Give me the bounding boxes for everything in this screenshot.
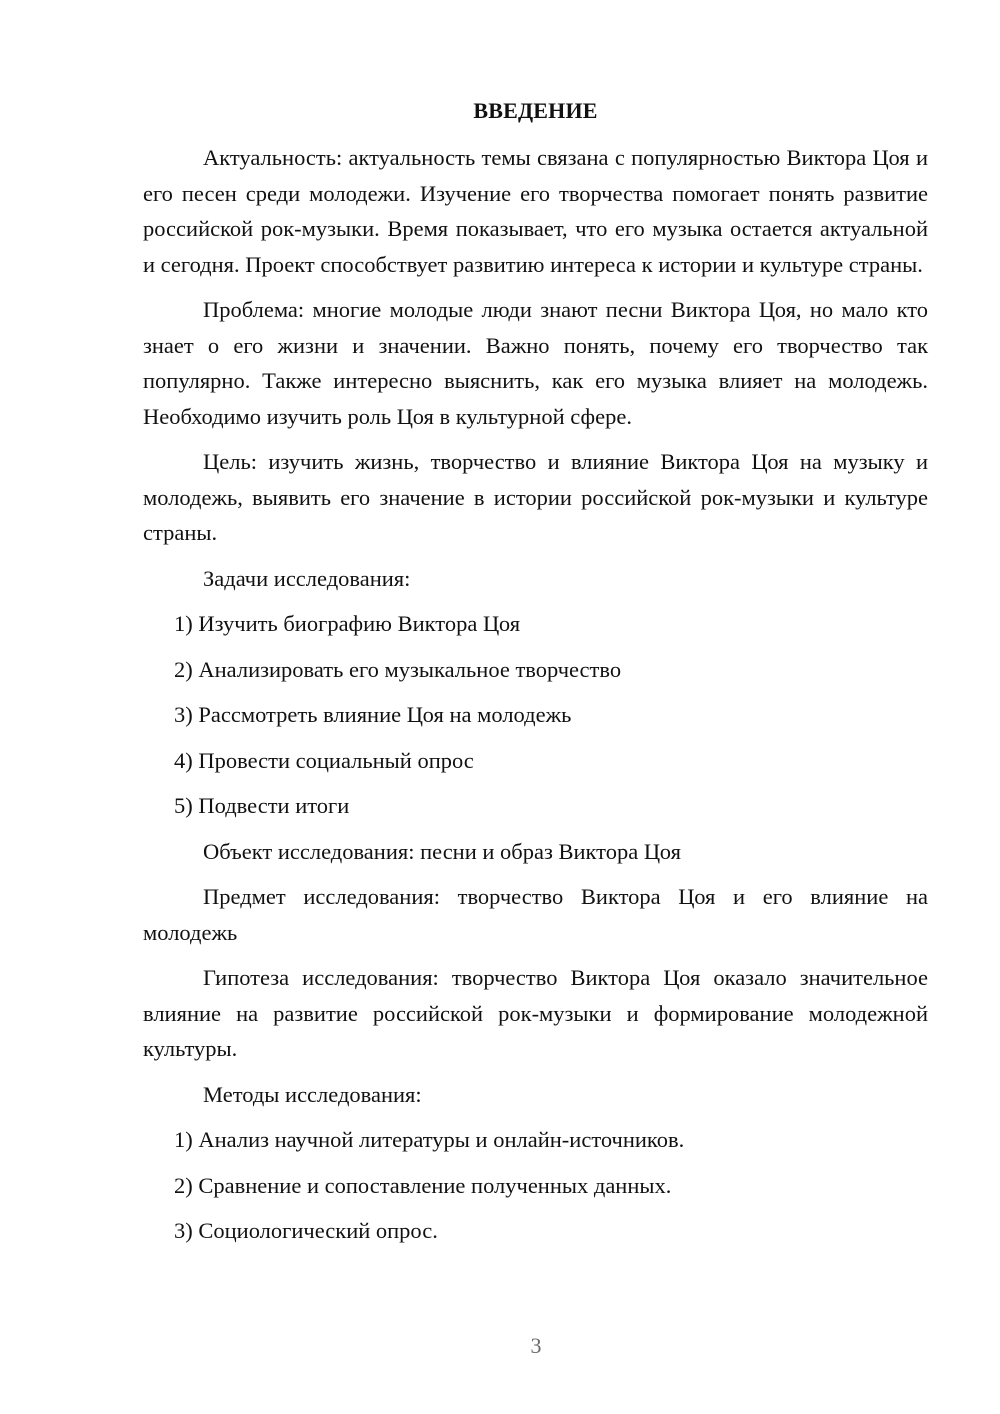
task-item: 1) Изучить биографию Виктора Цоя: [174, 611, 521, 636]
task-item: 2) Анализировать его музыкальное творчество: [174, 656, 622, 682]
document-page: [143, 96, 928, 1259]
relevance-paragraph: Актуальность: актуальность темы связана с популярностью Виктора Цоя и его песен среди молодежи. Изучение его творчества помогает понять развитие российской рок-музыки. Время показывает, что его музыка остается актуальной и сегодня. Проект способствует развитию интереса к истории и культуре страны.: [143, 145, 928, 277]
methods-heading: Методы исследования:: [203, 1081, 422, 1107]
problem-paragraph: Проблема: многие молодые люди знают песни Виктора Цоя, но мало кто знает о его жизни и значении. Важно понять, почему его творчество так популярно. Также интересно выяснить, как его музыка влияет на молодежь. Необходимо изучить роль Цоя в культурной сфере.: [143, 297, 928, 429]
tasks-list: [143, 606, 928, 824]
hypothesis-paragraph: Гипотеза исследования: творчество Виктора Цоя оказало значительное влияние на развитие российской рок-музыки и формирование молодежной культуры.: [143, 965, 928, 1061]
subject-paragraph: Предмет исследования: творчество Виктора Цоя и его влияние на молодежь: [143, 884, 928, 945]
methods-list: [143, 1122, 928, 1249]
object-paragraph: Объект исследования: песни и образ Виктора Цоя: [203, 838, 681, 864]
goal-paragraph: Цель: изучить жизнь, творчество и влияние Виктора Цоя на музыку и молодежь, выявить его значение в истории российской рок-музыки и культуре страны.: [143, 449, 928, 545]
task-item: 4) Провести социальный опрос: [174, 747, 474, 773]
method-item: 2) Сравнение и сопоставление полученных данных.: [174, 1172, 672, 1198]
task-item: 5) Подвести итоги: [174, 793, 350, 818]
page-number: 3: [530, 1333, 542, 1358]
section-title: ВВЕДЕНИЕ: [473, 98, 598, 123]
method-item: 1) Анализ научной литературы и онлайн-источников.: [174, 1127, 685, 1152]
task-item: 3) Рассмотреть влияние Цоя на молодежь: [174, 702, 572, 727]
method-item: 3) Социологический опрос.: [174, 1218, 438, 1243]
tasks-heading: Задачи исследования:: [203, 565, 411, 591]
